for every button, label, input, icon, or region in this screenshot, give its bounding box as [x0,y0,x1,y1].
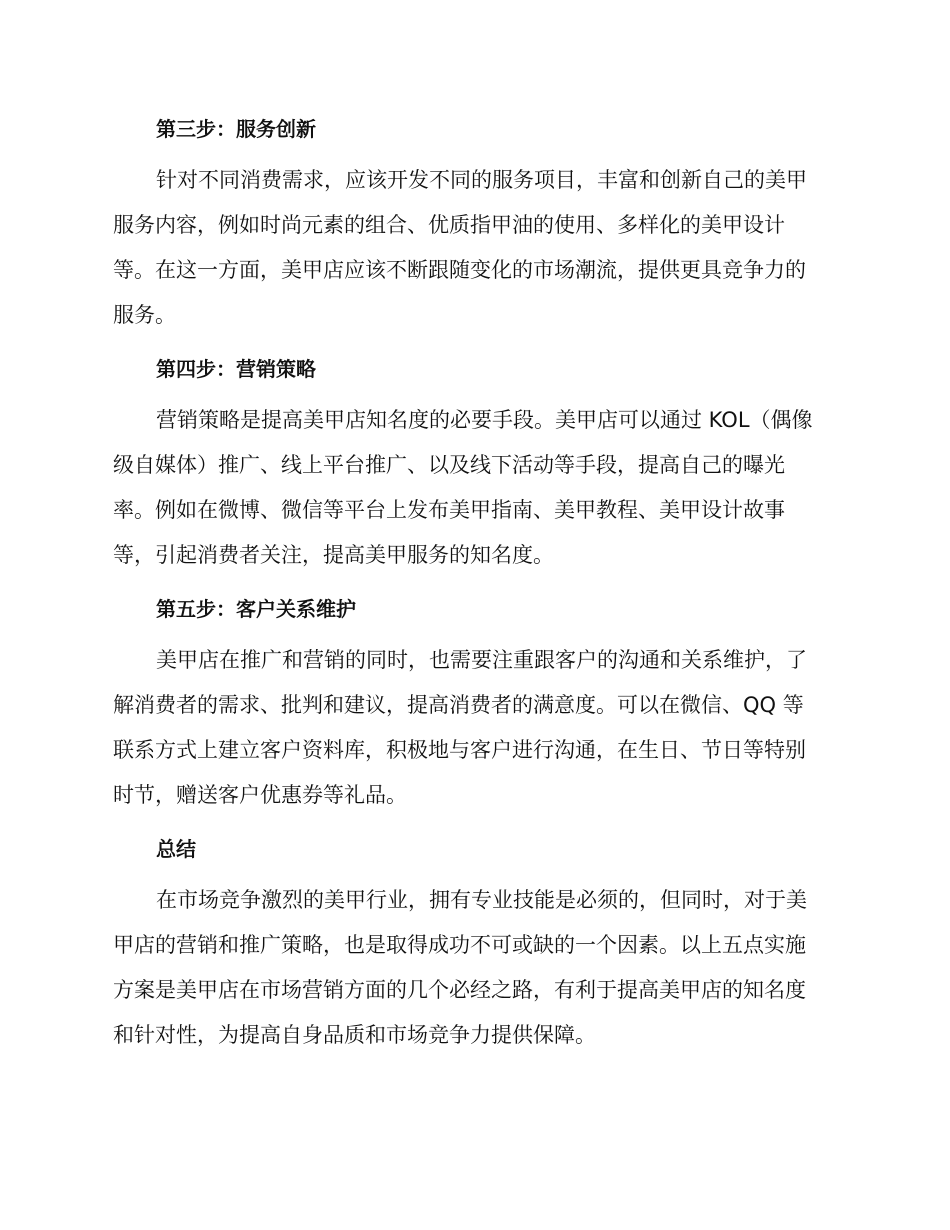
document-page [113,106,833,1066]
section-heading: 第三步：服务创新 [156,117,316,141]
section-heading: 总结 [156,837,196,861]
section-step-three [113,106,833,338]
section-step-five [113,586,833,818]
section-paragraph: 营销策略是提高美甲店知名度的必要手段。美甲店可以通过 KOL（偶像 级自媒体）推广、线上平台推广、以及线下活动等手段，提高自己的曝光 率。例如在微博、微信等平台上发布美甲指南、美甲教程、美甲设计故事 等，引起消费者关注，提高美甲服务的知名度。 [113,408,813,567]
section-heading: 第四步：营销策略 [156,357,316,381]
section-paragraph: 在市场竞争激烈的美甲行业，拥有专业技能是必须的，但同时，对于美 甲店的营销和推广策略，也是取得成功不可或缺的一个因素。以上五点实施 方案是美甲店在市场营销方面的几个必经之路，有利于提高美甲店的知名度 和针对性，为提高自身品质和市场竞争力提供保障。 [113,888,807,1047]
section-paragraph: 美甲店在推广和营销的同时，也需要注重跟客户的沟通和关系维护，了 解消费者的需求、批判和建议，提高消费者的满意度。可以在微信、QQ 等 联系方式上建立客户资料库，积极地与客户进行沟通，在生日、节日等特别 时节，赠送客户优惠券等礼品。 [113,648,807,807]
section-heading: 第五步：客户关系维护 [156,597,356,621]
section-summary [113,826,833,1058]
section-paragraph: 针对不同消费需求，应该开发不同的服务项目，丰富和创新自己的美甲 服务内容，例如时尚元素的组合、优质指甲油的使用、多样化的美甲设计 等。在这一方面，美甲店应该不断跟随变化的市场潮流，提供更具竞争力的 服务。 [113,168,807,327]
section-step-four [113,346,833,578]
